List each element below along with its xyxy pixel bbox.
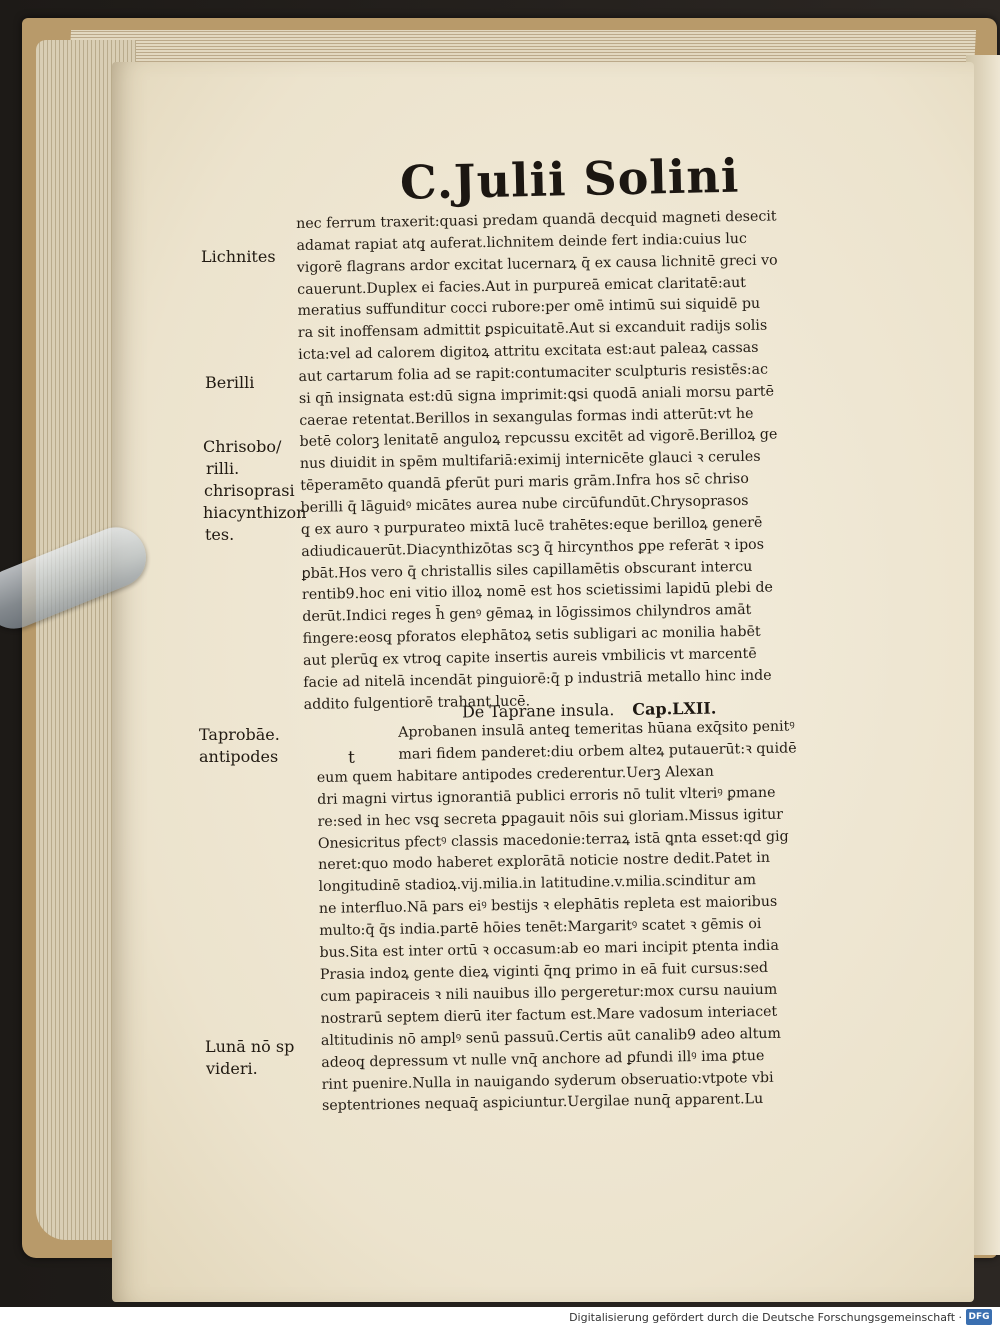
text-line: eum quem habitare antipodes crederentur.Uerꝫ Alexan — [316, 763, 714, 786]
text-line: adamat rapiat atq̧ auferat.lichnitem deinde fert india:cuius luc — [296, 230, 748, 254]
text-line: nus diuidit in spēm multifariā:eximij internicēte glauci ꝛ cerules — [299, 449, 761, 473]
margin-note-antipodes: antipodes — [199, 747, 279, 766]
margin-note-videri: videri. — [206, 1059, 258, 1078]
body-text-section-2 — [316, 715, 892, 1118]
margin-note-taprobane: Taprobāe. — [199, 725, 280, 744]
text-line: mari fidem panderet:diu orbem alteꝝ putauerūt:ꝛ quidē — [398, 740, 797, 763]
text-line: longitudinē stadioꝝ.vij.milia.in latitudine.v.milia.scinditur am — [318, 872, 757, 896]
text-line: ꝑbāt.Hos vero q̄ christallis siles capillamētis obscurant intercu — [301, 558, 753, 582]
text-line: Onesicritus pfectꝰ classis macedonie:terraꝝ istā ꝗnta esset:qd gig — [317, 828, 789, 852]
margin-note-berilli: Berilli — [205, 373, 255, 392]
text-line: altitudinis nō amplꝰ senū passuū.Certis aūt canalib9 adeo altum — [320, 1025, 782, 1049]
margin-note-hiacynthizontes: hiacynthizon — [203, 503, 307, 522]
text-line: berilli q̄ lāguidꝰ micātes aurea nube circūfundūt.Chrysoprasos — [300, 492, 749, 516]
initial-letter-guide: t — [348, 748, 355, 768]
text-line: q̧ ex auro ꝛ purpurateo mixtā lucē trahētes:eque berilloꝝ generē — [300, 514, 763, 538]
text-line: adeoq̧ depressum vt nulle vnq̄ anchore ad ꝑfundi illꝰ ima ꝑtue — [321, 1047, 765, 1071]
text-line: betē colorꝫ lenitatē anguloꝝ repcussu excitēt ad vigorē.Berilloꝝ ge — [299, 426, 778, 451]
margin-note-chrisoberilli: Chrisobo/ — [203, 437, 282, 456]
text-line: ne interfluo.Nā pars eiꝰ bestijs ꝛ elephātis repleta est maioribus — [318, 894, 778, 918]
margin-note-lichnites: Lichnites — [201, 247, 276, 266]
margin-note-chrisoprasi: chrisoprasi — [204, 481, 295, 500]
chapter-heading-text: De Taprane insula. — [461, 700, 615, 722]
text-line: nec ferrum traxerit:quasi predam quandā decquid magneti desecit — [296, 208, 777, 232]
margin-note-rilli: rilli. — [206, 459, 240, 478]
text-line: vigorē flagrans ardor excitat lucernarꝝ q̄ ex causa lichnitē greci vo — [296, 252, 778, 276]
text-line: fingere:eosq̧ pforatos elephātoꝝ setis subligari ac monilia habēt — [302, 623, 761, 647]
text-line: facie ad nitelā incendāt pinguiorē:q̄ p industriā metallo hinc inde — [303, 667, 772, 691]
text-line: ra sit inoffensam admittit ꝑspicuitatē.Aut si excanduit radijs solis — [297, 317, 768, 342]
text-line: neret:quo modo haberet explorātā noticie nostre dedit.Patet in — [318, 850, 771, 874]
text-line: rint puenire.Nulla in nauigando syderum obseruatio:vtpote vbi — [321, 1069, 774, 1093]
text-line: nostrarū septem dierū iter factum est.Mare vadosum interiacet — [320, 1003, 778, 1027]
text-line: aut cartarum folia ad se rapit:contumaciter sculpturis resistēs:ac — [298, 361, 769, 385]
text-line: derūt.Indici reges h̄ genꝰ gēmaꝝ in lōgissimos chilyndros amāt — [302, 602, 752, 626]
text-line: addito fulgentiorē trahant lucē. — [303, 692, 531, 713]
text-line: re:sed in hec vsq̧ secreta ꝑpagauit nōis sui gloriam.Missus igitur — [317, 806, 784, 830]
text-line: Aprobanen insulā anteq̧ temeritas hūana exq̄sito penitꝰ — [398, 718, 795, 741]
body-text-section-1 — [296, 205, 894, 717]
text-line: cauerunt.Duplex ei facies.Aut in purpureā emicat claritatē:aut — [297, 274, 747, 298]
text-line: bus.Sita est inter ortū ꝛ occasum:ab eo mari incipit ptenta india — [319, 937, 779, 962]
chapter-number: Cap.LXII. — [632, 698, 717, 719]
text-line: septentriones nequaq̄ aspiciuntur.Uergilae nunq̄ apparent.Lu — [321, 1091, 764, 1115]
margin-note-tes: tes. — [205, 525, 235, 544]
text-line: Prasia indoꝝ gente dieꝝ viginti q̄nq̧ primo in eā fuit cursus:sed — [319, 959, 769, 983]
text-line: adiudicauerūt.Diacynthizōtas scꝫ q̄ hircynthos ꝑpe referāt ꝛ ipos — [301, 536, 765, 560]
text-line: cum papiraceis ꝛ nili nauibus illo pergeretur:mox cursu nauium — [320, 981, 778, 1005]
page-title: C.Julii Solini — [399, 148, 740, 210]
dfg-logo: DFG — [966, 1309, 992, 1325]
text-line: rentib9.hoc eni vitio illoꝝ nomē est hos scietissimi lapidū plebi de — [301, 579, 774, 604]
margin-note-luna: Lunā nō sp — [205, 1037, 295, 1056]
text-line: meratius suffunditur cocci rubore:per omē intimū sui siquidē pu — [297, 296, 761, 320]
footer-credit: Digitalisierung gefördert durch die Deutsche Forschungsgemeinschaft · — [569, 1311, 962, 1324]
text-line: tēperamēto quandā ꝑferūt puri maris grām.Infra hos sc̄ chriso — [300, 471, 749, 495]
text-line: multo:q̄ q̄s india.partē hōies tenēt:Margaritꝰ scatet ꝛ gēmis oi — [319, 916, 762, 940]
text-line: dri magni virtus ignorantiā publici erroris nō tulit vlteriꝰ ꝑmane — [317, 784, 776, 808]
text-line: icta:vel ad calorem digitoꝝ attritu excitata est:aut paleaꝝ cassas — [298, 339, 759, 364]
text-line: aut plerūq̧ ex vtroq̧ capite insertis aureis vmbilicis vt marcentē — [302, 645, 757, 669]
text-line: caerae retentat.Berillos in sexangulas formas indi atterūt:vt he — [299, 405, 754, 429]
text-line: si qn̄ insignata est:dū signa imprimit:ꝗsi quodā aniali morsu partē — [298, 383, 775, 407]
